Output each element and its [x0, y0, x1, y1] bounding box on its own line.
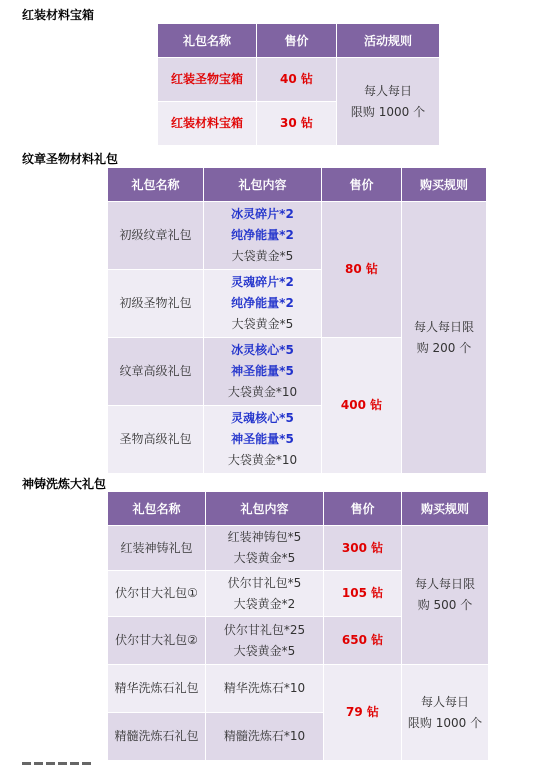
section-title-emblem-relic-pack: 纹章圣物材料礼包	[22, 152, 119, 166]
content-item: 神圣能量*5	[231, 432, 294, 446]
header-price: 售价	[257, 24, 337, 58]
table-row	[158, 58, 440, 102]
package-price: 80 钻	[322, 202, 402, 338]
package-price: 105 钻	[324, 571, 402, 617]
purchase-rule	[402, 202, 487, 474]
package-name: 初级纹章礼包	[108, 202, 204, 270]
rule-line: 购 200 个	[416, 340, 472, 355]
section-title-forge-refine-pack: 神铸洗炼大礼包	[22, 477, 107, 491]
package-contents	[206, 617, 324, 665]
header-purchase-rule: 购买规则	[402, 168, 487, 202]
package-contents	[204, 270, 322, 338]
package-contents	[206, 526, 324, 571]
header-price: 售价	[322, 168, 402, 202]
table-row	[108, 665, 489, 713]
content-item: 伏尔甘礼包*5	[227, 575, 302, 590]
package-name: 圣物高级礼包	[108, 406, 204, 474]
package-name: 红装圣物宝箱	[158, 58, 257, 102]
package-name: 伏尔甘大礼包①	[108, 571, 206, 617]
red-material-chest-table	[157, 23, 440, 146]
content-item: 纯净能量*2	[231, 296, 294, 310]
package-contents	[206, 571, 324, 617]
package-name: 初级圣物礼包	[108, 270, 204, 338]
package-contents: 精髓洗炼石*10	[206, 713, 324, 761]
header-price: 售价	[324, 492, 402, 526]
content-item: 大袋黄金*5	[231, 249, 294, 263]
header-event-rule: 活动规则	[337, 24, 440, 58]
package-name: 纹章高级礼包	[108, 338, 204, 406]
content-item: 神圣能量*5	[231, 364, 294, 378]
package-name: 精华洗炼石礼包	[108, 665, 206, 713]
package-contents: 精华洗炼石*10	[206, 665, 324, 713]
content-item: 冰灵核心*5	[231, 343, 294, 357]
package-contents	[204, 406, 322, 474]
rule-line: 每人每日限	[414, 577, 475, 591]
package-price: 79 钻	[324, 665, 402, 761]
package-price: 400 钻	[322, 338, 402, 474]
package-name: 伏尔甘大礼包②	[108, 617, 206, 665]
content-item: 大袋黄金*10	[227, 453, 298, 467]
header-purchase-rule: 购买规则	[402, 492, 489, 526]
purchase-rule	[402, 526, 489, 665]
package-price: 30 钻	[257, 102, 337, 146]
content-item: 红装神铸包*5	[227, 530, 302, 544]
content-item: 伏尔甘礼包*25	[223, 622, 306, 637]
header-package-contents: 礼包内容	[206, 492, 324, 526]
content-item: 大袋黄金*2	[233, 596, 296, 611]
content-item: 大袋黄金*5	[231, 317, 294, 331]
table-row	[108, 526, 489, 571]
forge-refine-pack-table	[107, 491, 489, 761]
rule-line: 购 500 个	[417, 598, 473, 612]
header-package-contents: 礼包内容	[204, 168, 322, 202]
content-item: 大袋黄金*5	[233, 643, 296, 658]
content-item: 灵魂碎片*2	[231, 275, 294, 289]
rule-line: 限购 1000 个	[350, 104, 426, 119]
purchase-rule	[402, 665, 489, 761]
content-item: 纯净能量*2	[231, 228, 294, 242]
emblem-relic-pack-table	[107, 167, 487, 474]
rule-line: 每人每日限	[413, 319, 474, 334]
content-item: 冰灵碎片*2	[231, 207, 294, 221]
section-title-red-material-chest: 红装材料宝箱	[22, 8, 95, 22]
content-item: 大袋黄金*5	[233, 551, 296, 565]
header-package-name: 礼包名称	[108, 168, 204, 202]
next-section-title-cropped	[22, 757, 102, 765]
header-package-name: 礼包名称	[158, 24, 257, 58]
package-name: 红装材料宝箱	[158, 102, 257, 146]
package-contents	[204, 338, 322, 406]
package-name: 精髓洗炼石礼包	[108, 713, 206, 761]
rule-line: 每人每日	[420, 694, 469, 709]
package-price: 650 钻	[324, 617, 402, 665]
purchase-rule	[337, 58, 440, 146]
table-row	[108, 202, 487, 270]
package-contents	[204, 202, 322, 270]
header-package-name: 礼包名称	[108, 492, 206, 526]
content-item: 大袋黄金*10	[227, 385, 298, 399]
package-price: 300 钻	[324, 526, 402, 571]
content-item: 灵魂核心*5	[231, 411, 294, 425]
package-name: 红装神铸礼包	[108, 526, 206, 571]
rule-line: 限购 1000 个	[407, 715, 483, 730]
rule-line: 每人每日	[363, 83, 412, 98]
package-price: 40 钻	[257, 58, 337, 102]
